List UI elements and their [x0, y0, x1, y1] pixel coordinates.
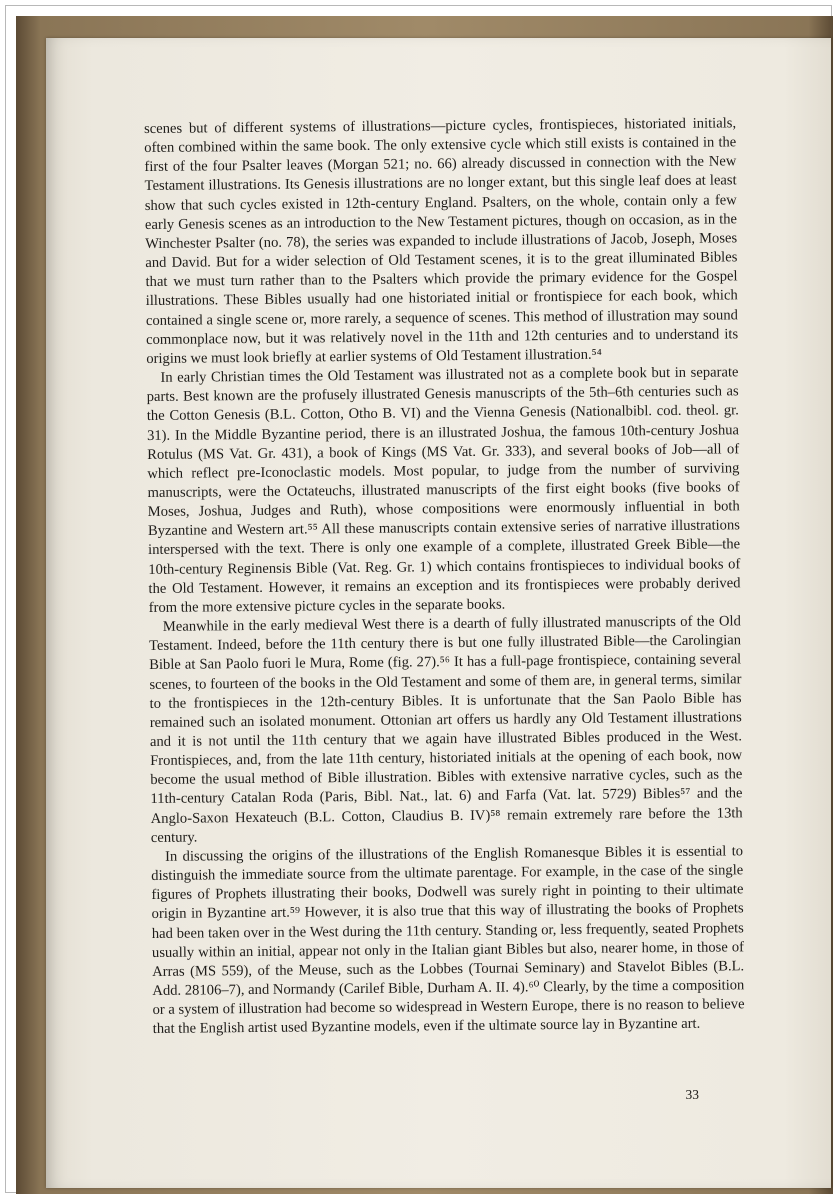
background-surface [16, 16, 833, 1194]
paragraph-1: scenes but of different systems of illustrations—picture cycles, frontispieces, historiated initials, often combined within the same book. The only extensive cycle which still exists is contained in the first of the four Psalter leaves (Morgan 521; no. 66) already discussed in connection with the New Testament illustrations. Its Genesis illustrations are no longer extant, but this single leaf does at least show that such cycles existed in 12th-century England. Psalters, on the whole, contain only a few early Genesis scenes as an introduction to the New Testament pictures, though on occasion, as in the Winchester Psalter (no. 78), the series was expanded to include illustrations of Jacob, Joseph, Moses and David. But for a wider selection of Old Testament scenes, it is to the great illuminated Bibles that we must turn rather than to the Psalters which provide the primary evidence for the Gospel illustrations. These Bibles usually had one historiated initial or frontispiece for each book, which contained a single scene or, more rarely, a sequence of scenes. This method of illustration may sound commonplace now, but it was relatively novel in the 11th and 12th centuries and to understand its origins we must look briefly at earlier systems of Old Testament illustration.⁵⁴ [144, 115, 739, 367]
paragraph-2: In early Christian times the Old Testament was illustrated not as a complete book but in separate parts. Best known are the profusely illustrated Genesis manuscripts of the 5th–6th centuries such as the Cotton Genesis (B.L. Cotton, Otho B. VI) and the Vienna Genesis (Nationalbibl. cod. theol. gr. 31). In the Middle Byzantine period, there is an illustrated Joshua, the famous 10th-century Joshua Rotulus (MS Vat. Gr. 431), a book of Kings (MS Vat. Gr. 333), and several books of Job—all of which reflect pre-Iconoclastic models. Most popular, to judge from the number of surviving manuscripts, were the Octateuchs, illustrated manuscripts of the first eight books (five books of Moses, Joshua, Judges and Ruth), whose compositions were enormously influential in both Byzantine and Western art.⁵⁵ All these manuscripts contain extensive series of narrative illustrations interspersed with the text. There is only one example of a complete, illustrated Greek Bible—the 10th-century Reginensis Bible (Vat. Reg. Gr. 1) which contains frontispieces to individual books of the Old Testament. However, it remains an exception and its frontispieces were probably derived from the more extensive picture cycles in the separate books. [146, 364, 741, 616]
book-page [46, 38, 831, 1188]
photo-frame [5, 5, 832, 1193]
paragraph-3: Meanwhile in the early medieval West there is a dearth of fully illustrated manuscripts of the Old Testament. Indeed, before the 11th century there is but one fully illustrated Bible—the Carolingian Bible at San Paolo fuori le Mura, Rome (fig. 27).⁵⁶ It has a full-page frontispiece, containing several scenes, to fourteen of the books in the Old Testament and some of them are, in general terms, similar to the frontispieces in the 12th-century Bibles. It is unfortunate that the San Paolo Bible has remained such an isolated monument. Ottonian art offers us hardly any Old Testament illustrations and it is not until the 11th century that we again have illustrated Bibles produced in the West. Frontispieces, and, from the late 11th century, historiated initials at the opening of each book, now become the usual method of Bible illustration. Bibles with extensive narrative cycles, such as the 11th-century Catalan Roda (Paris, Bibl. Nat., lat. 6) and Farfa (Vat. lat. 5729) Bibles⁵⁷ and the Anglo-Saxon Hexateuch (B.L. Cotton, Claudius B. IV)⁵⁸ remain extremely rare before the 13th century. [148, 613, 743, 846]
body-text [144, 114, 745, 1039]
page-number: 33 [685, 1087, 699, 1102]
paragraph-4: In discussing the origins of the illustrations of the English Romanesque Bibles it is essential to distinguish the immediate source from the ultimate parentage. For example, in the case of the single figures of Prophets illustrating their books, Dodwell was surely right in pointing to their ultimate origin in Byzantine art.⁵⁹ However, it is also true that this way of illustrating the books of Prophets had been taken over in the West during the 11th century. Standing or, less frequently, seated Prophets usually within an initial, appear not only in the Italian giant Bibles but also, nearer home, in those of Arras (MS 559), of the Meuse, such as the Lobbes (Tournai Seminary) and Stavelot Bibles (B.L. Add. 28106–7), and Normandy (Carilef Bible, Durham A. II. 4).⁶⁰ Clearly, by the time a composition or a system of illustration had become so widespread in Western Europe, there is no reason to believe that the English artist used Byzantine models, even if the ultimate source lay in Byzantine art. [151, 843, 745, 1038]
